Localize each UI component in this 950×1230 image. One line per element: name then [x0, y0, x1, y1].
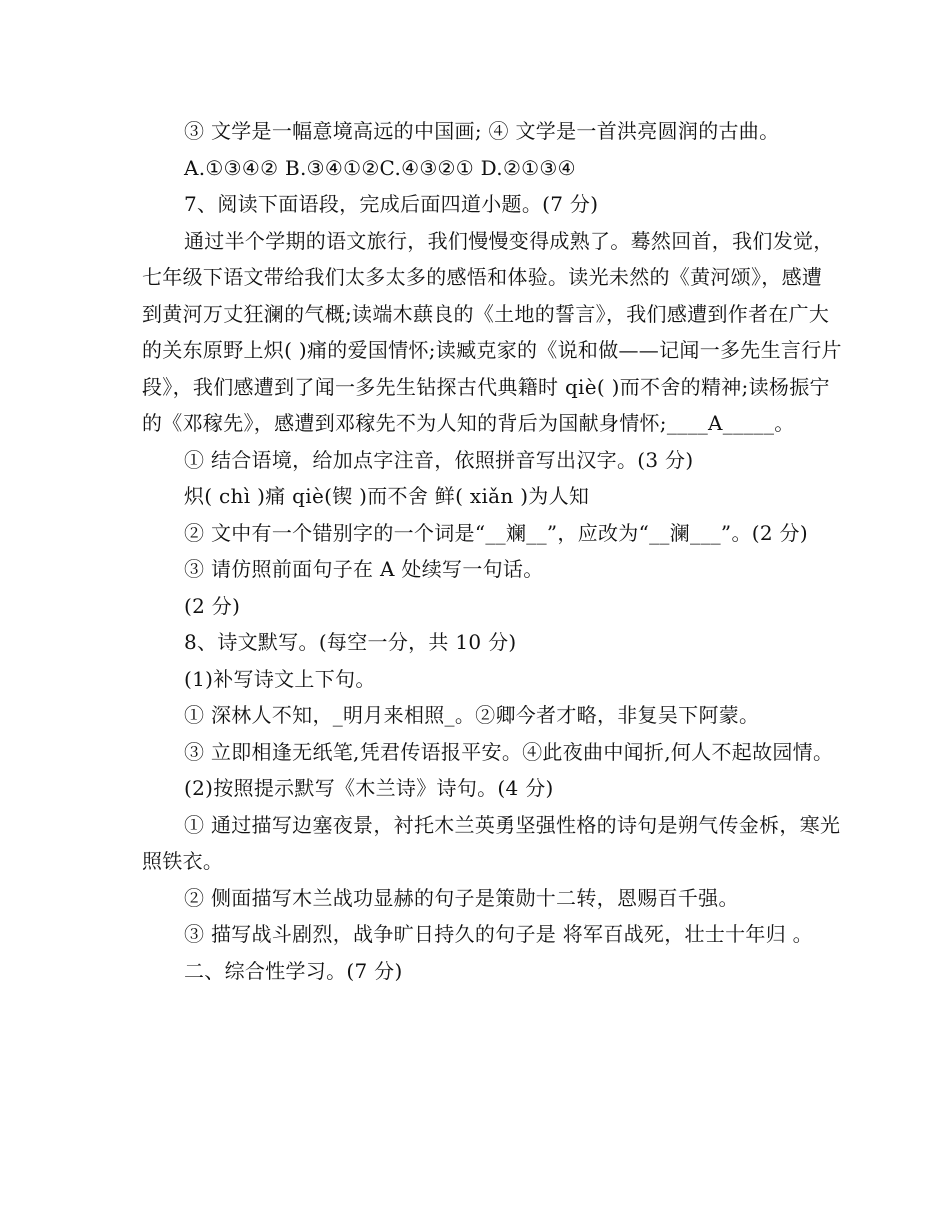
question-7-sub-1: ① 结合语境，给加点字注音，依照拼音写出汉字。(3 分) [184, 447, 694, 472]
answer-choice-line-3-4: ③ 文学是一幅意境高远的中国画; ④ 文学是一首洪亮圆润的古曲。 [184, 119, 780, 143]
document-body [142, 113, 842, 989]
question-8-part-2-item-2: ② 侧面描写木兰战功显赫的句子是策勋十二转，恩赐百千强。 [184, 885, 739, 910]
question-8-part-2: (2)按照提示默写《木兰诗》诗句。(4 分) [184, 776, 554, 800]
question-7-sub-3-score: (2 分) [184, 593, 241, 618]
question-8-part-1-items-1-2: ① 深林人不知，_明月来相照_。②卿今者才略，非复吴下阿蒙。 [184, 703, 760, 727]
question-7-sub-3: ③ 请仿照前面句子在 A 处续写一句话。 [184, 557, 544, 581]
question-8-part-1-items-3-4: ③ 立即相逢无纸笔,凭君传语报平安。④此夜曲中闻折,何人不起故园情。 [184, 739, 834, 764]
question-8-heading: 8、诗文默写。(每空一分，共 10 分) [184, 630, 517, 654]
question-8-part-2-item-1: ① 通过描写边塞夜景，衬托木兰英勇坚强性格的诗句是朔气传金柝，寒光照铁衣。 [142, 812, 841, 873]
question-7-sub-2: ② 文中有一个错别字的一个词是“__斓__”，应改为“__澜___”。(2 分) [184, 520, 808, 545]
question-7-passage: 通过半个学期的语文旅行，我们慢慢变得成熟了。蓦然回首，我们发觉，七年级下语文带给我们太多太多的感悟和体验。读光未然的《黄河颂》，感遭到黄河万丈狂澜的气概;读端木蕻良的《土地的誓言》，我们感遭到作者在广大的关东原野上炽( )痛的爱国情怀;读臧克家的《说和做——记闻一多先生言行片段》，我们感遭到了闻一多先生钻探古代典籍时 qiè( )而不舍的精神;读杨振宁的《邓稼先》，感遭到邓稼先不为人知的背后为国献身情怀;____A_____。 [142, 228, 842, 435]
question-8-part-2-item-3: ③ 描写战斗剧烈，战争旷日持久的句子是 将军百战死，壮士十年归 。 [184, 922, 813, 946]
section-2-heading: 二、综合性学习。(7 分) [184, 958, 403, 983]
question-8-part-1: (1)补写诗文上下句。 [184, 666, 376, 691]
question-7-heading: 7、阅读下面语段，完成后面四道小题。(7 分) [184, 192, 599, 216]
answer-options: A.①③④② B.③④①②C.④③②① D.②①③④ [184, 155, 576, 180]
question-7-sub-1-answer: 炽( chì )痛 qiè(锲 )而不舍 鲜( xiǎn )为人知 [184, 484, 590, 508]
